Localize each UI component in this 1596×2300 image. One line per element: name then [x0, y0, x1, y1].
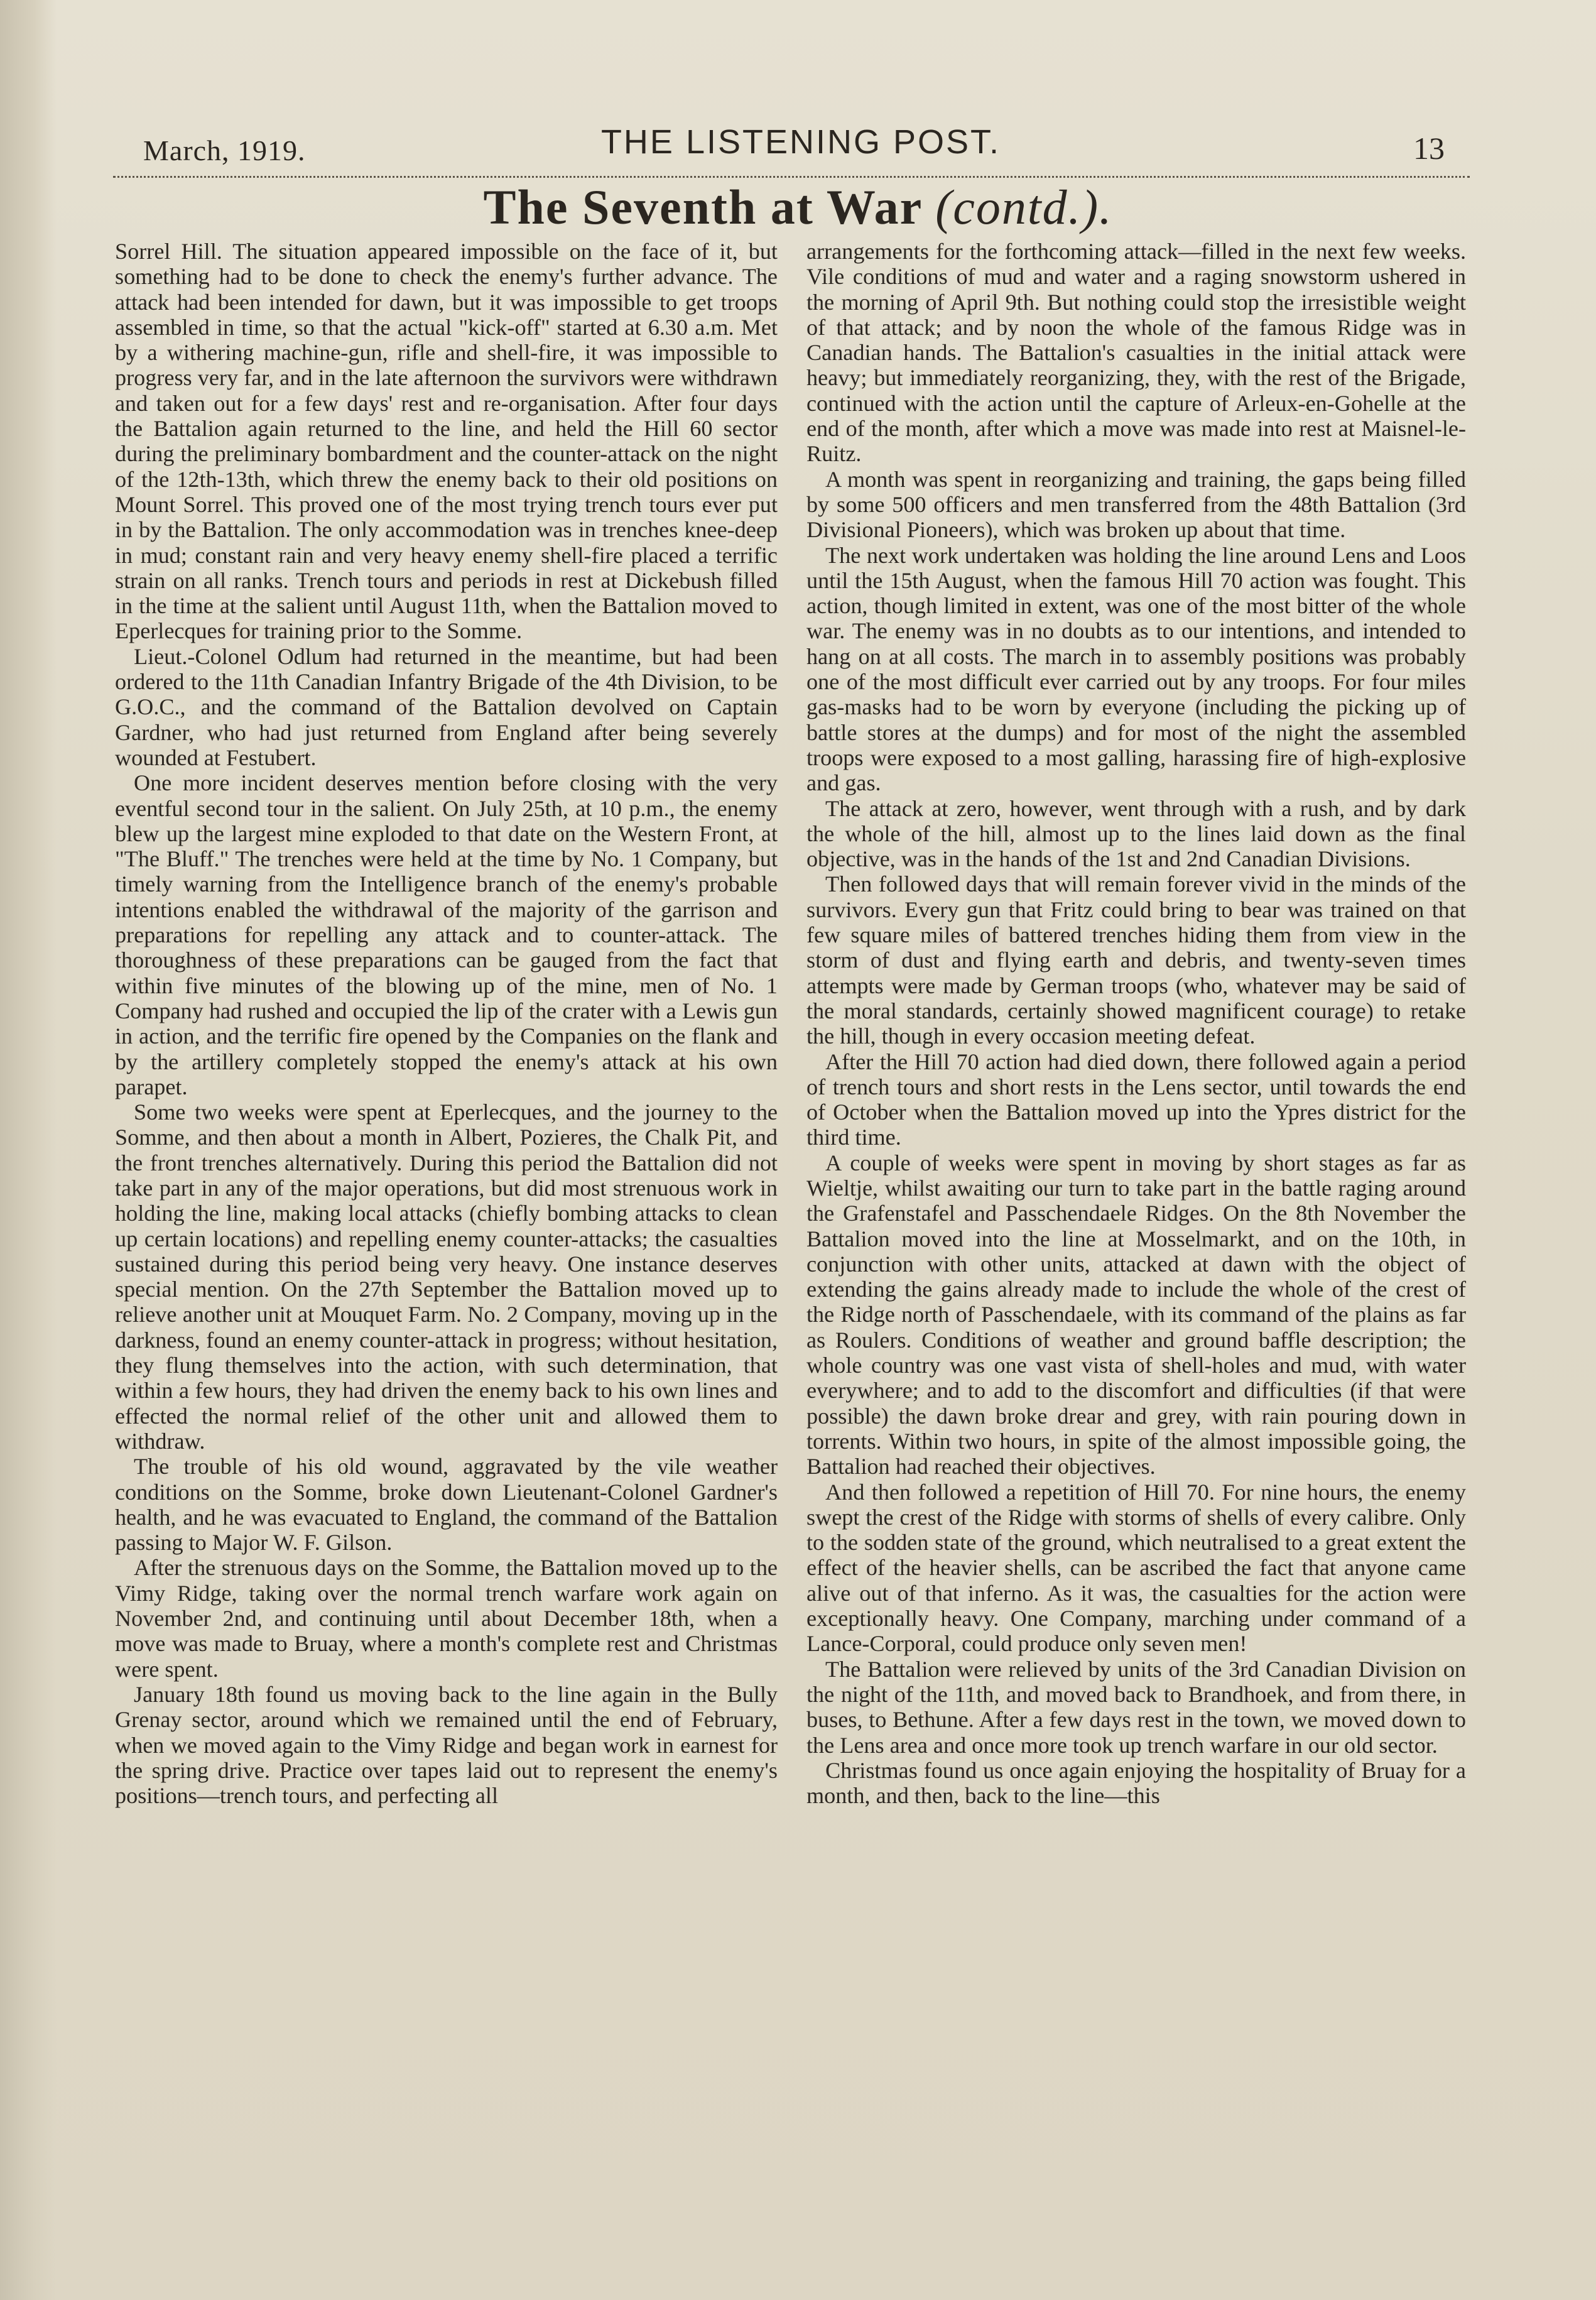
paragraph: After the strenuous days on the Somme, the Battalion moved up to the Vimy Ridge, taking over the normal trench warfare work again on November 2nd, and continuing until about December 18th, when a move was made to Bruay, where a month's complete rest and Christmas were spent. — [115, 1555, 778, 1682]
paragraph: Some two weeks were spent at Eperlecques, and the journey to the Somme, and then about a month in Albert, Pozieres, the Chalk Pit, and the front trenches alternatively. During this period the Battalion did not take part in any of the major operations, but did most strenuous work in holding the line, making local attacks (chiefly bombing attacks to clean up certain locations) and repelling enemy counter-attacks; the casualties sustained during this period being very heavy. One instance deserves special mention. On the 27th September the Battalion moved up to relieve another unit at Mouquet Farm. No. 2 Company, moving up in the darkness, found an enemy counter-attack in progress; without hesitation, they flung themselves into the action, with such determination, that within a few hours, they had driven the enemy back to his own lines and effected the normal relief of the other unit and allowed them to withdraw. — [115, 1099, 778, 1454]
article-title-main: The Seventh at War — [483, 180, 922, 234]
paragraph: January 18th found us moving back to the line again in the Bully Grenay sector, around which we remained until the end of February, when we moved again to the Vimy Ridge and began work in earnest for the spring drive. Practice over tapes laid out to represent the enemy's positions—trench tours, and perfecting all — [115, 1681, 778, 1809]
paragraph: The trouble of his old wound, aggravated by the vile weather conditions on the Somme, broke down Lieutenant-Colonel Gardner's health, and he was evacuated to England, the command of the Battalion passing to Major W. F. Gilson. — [115, 1454, 778, 1556]
header-rule — [113, 176, 1470, 178]
binding-gutter — [0, 0, 57, 2300]
article-title-suffix: (contd.). — [935, 180, 1113, 234]
right-column — [806, 239, 1466, 2249]
paragraph: Sorrel Hill. The situation appeared impossible on the face of it, but something had to be done to check the enemy's further advance. The attack had been intended for dawn, but it was impossible to get troops assembled in time, so that the actual "kick-off" started at 6.30 a.m. Met by a withering machine-gun, rifle and shell-fire, it was impossible to progress very far, and in the late afternoon the survivors were withdrawn and taken out for a few days' rest and re-organisation. After four days the Battalion again returned to the line, and held the Hill 60 sector during the preliminary bombardment and the counter-attack on the night of the 12th-13th, which threw the enemy back to their old positions on Mount Sorrel. This proved one of the most trying trench tours ever put in by the Battalion. The only accommodation was in trenches knee-deep in mud; constant rain and very heavy enemy shell-fire placed a terrific strain on all ranks. Trench tours and periods in rest at Dickebush filled in the time at the salient until August 11th, when the Battalion moved to Eperlecques for training prior to the Somme. — [115, 239, 778, 644]
paragraph: arrangements for the forthcoming attack—filled in the next few weeks. Vile conditions of mud and water and a raging snowstorm ushered in the morning of April 9th. But nothing could stop the irresistible weight of that attack; and by noon the whole of the famous Ridge was in Canadian hands. The Battalion's casualties in the initial attack were heavy; but immediately reorganizing, they, with the rest of the Brigade, continued with the action until the capture of Arleux-en-Gohelle at the end of the month, after which a move was made into rest at Maisnel-le-Ruitz. — [806, 239, 1466, 467]
paragraph: Christmas found us once again enjoying the hospitality of Bruay for a month, and then, back to the line—this — [806, 1757, 1466, 1809]
paragraph: Lieut.-Colonel Odlum had returned in the meantime, but had been ordered to the 11th Canadian Infantry Brigade of the 4th Division, to be G.O.C., and the command of the Battalion devolved on Captain Gardner, who had just returned from England after being severely wounded at Festubert. — [115, 643, 778, 770]
left-column — [115, 239, 778, 2249]
paragraph: The next work undertaken was holding the line around Lens and Loos until the 15th August, when the famous Hill 70 action was fought. This action, though limited in extent, was one of the most bitter of the whole war. The enemy was in no doubts as to our intentions, and intended to hang on at all costs. The march in to assembly positions was probably one of the most difficult ever carried out by any troops. For four miles gas-masks had to be worn by everyone (including the picking up of battle stores at the dumps) and for most of the night the assembled troops were exposed to a most galling, harassing fire of high-explosive and gas. — [806, 542, 1466, 796]
paragraph: After the Hill 70 action had died down, there followed again a period of trench tours and short rests in the Lens sector, until towards the end of October when the Battalion moved up into the Ypres district for the third time. — [806, 1049, 1466, 1150]
paragraph: Then followed days that will remain forever vivid in the minds of the survivors. Every gun that Fritz could bring to bear was trained on that few square miles of battered trenches hiding them from view in the storm of dust and flying earth and debris, and twenty-seven times attempts were made by German troops (who, whatever may be said of the moral standards, certainly showed magnificent courage) to retake the hill, though in every occasion meeting defeat. — [806, 871, 1466, 1049]
paragraph: And then followed a repetition of Hill 70. For nine hours, the enemy swept the crest of the Ridge with storms of shells of every calibre. Only to the sodden state of the ground, which neutralised to a great extent the effect of the heavier shells, can be ascribed the fact that anyone came alive out of that inferno. As it was, the casualties for the action were exceptionally heavy. One Company, marching under command of a Lance-Corporal, could produce only seven men! — [806, 1479, 1466, 1657]
paragraph: The attack at zero, however, went through with a rush, and by dark the whole of the hill, almost up to the lines laid down as the final objective, was in the hands of the 1st and 2nd Canadian Divisions. — [806, 795, 1466, 872]
paragraph: One more incident deserves mention before closing with the very eventful second tour in the salient. On July 25th, at 10 p.m., the enemy blew up the largest mine exploded to that date on the Western Front, at "The Bluff." The trenches were held at the time by No. 1 Company, but timely warning from the Intelligence branch of the enemy's probable intentions enabled the withdrawal of the majority of the garrison and preparations for repelling any attack and to counter-attack. The thoroughness of these preparations can be gauged from the fact that within five minutes of the blowing up of the mine, men of No. 1 Company had rushed and occupied the lip of the crater with a Lewis gun in action, and the terrific fire opened by the Companies on the flank and by the artillery completely stopped the enemy's attack at his own parapet. — [115, 770, 778, 1099]
publication-title: THE LISTENING POST. — [600, 123, 1001, 161]
paragraph: The Battalion were relieved by units of the 3rd Canadian Division on the night of the 11th, and moved back to Brandhoek, and from there, in buses, to Bethune. After a few days rest in the town, we moved down to the Lens area and once more took up trench warfare in our old sector. — [806, 1656, 1466, 1758]
page-header — [138, 123, 1463, 173]
paragraph: A couple of weeks were spent in moving by short stages as far as Wieltje, whilst awaiting our turn to take part in the battle raging around the Grafenstafel and Passchendaele Ridges. On the 8th November the Battalion moved into the line at Mosselmarkt, and on the 10th, in conjunction with other units, attacked at dawn with the object of extending the gains already made to include the whole of the crest of the Ridge north of Passchendaele, with its command of the plains as far as Roulers. Conditions of weather and ground baffle description; the whole country was one vast vista of shell-holes and mud, with water everywhere; and to add to the discomfort and difficulties (if that were possible) the dawn broke drear and grey, with rain pouring down in torrents. Within two hours, in spite of the almost impossible going, the Battalion had reached their objectives. — [806, 1150, 1466, 1480]
paragraph: A month was spent in reorganizing and training, the gaps being filled by some 500 officers and men transferred from the 48th Battalion (3rd Divisional Pioneers), which was broken up about that time. — [806, 466, 1466, 543]
page-number: 13 — [1413, 131, 1445, 166]
article-title — [0, 179, 1596, 236]
issue-date: March, 1919. — [143, 134, 306, 166]
